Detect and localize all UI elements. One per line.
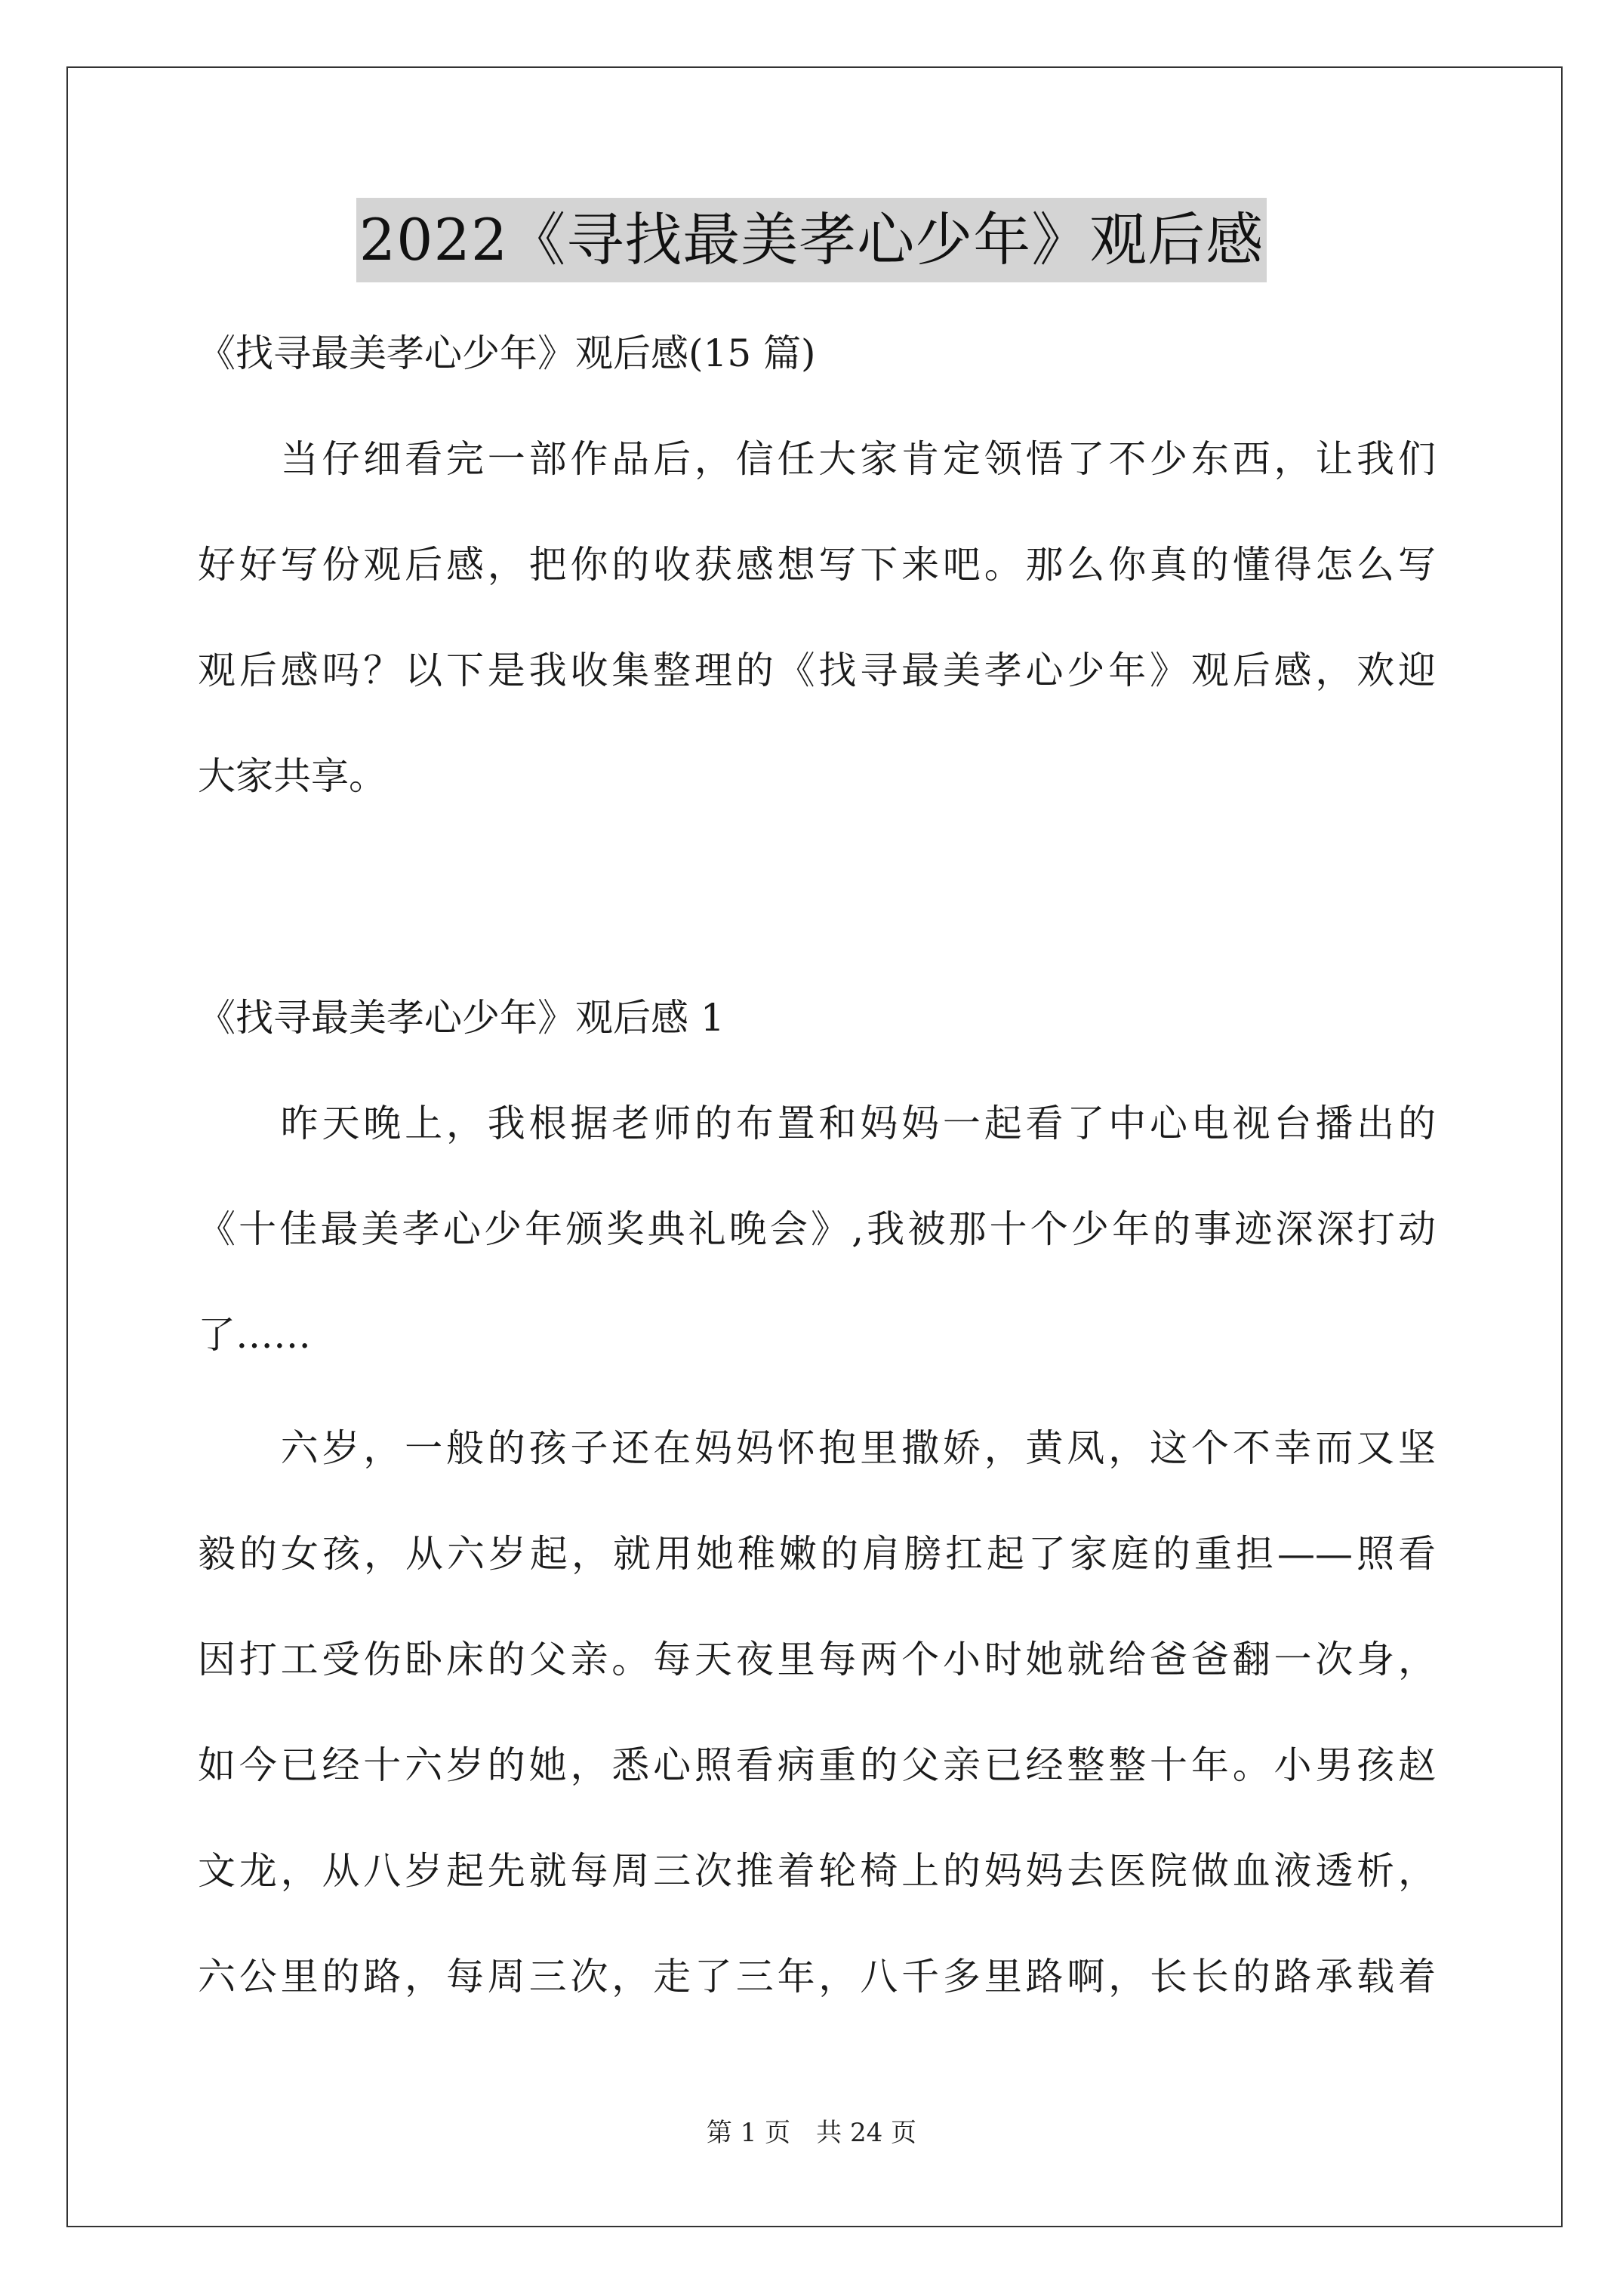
intro-paragraph <box>198 406 1436 829</box>
para1-line-1: 昨天晚上，我根据老师的布置和妈妈一起看了中心电视台播出的 <box>198 1102 1436 1145</box>
para2-line-5: 文龙，从八岁起先就每周三次推着轮椅上的妈妈去医院做血液透析， <box>198 1849 1436 1893</box>
paragraph-2 <box>198 1395 1436 2029</box>
para1-line-3: 了…… <box>198 1313 311 1357</box>
paragraph-1 <box>198 1071 1436 1388</box>
intro-line-2: 好好写份观后感，把你的收获感想写下来吧。那么你真的懂得怎么写 <box>198 543 1436 587</box>
section-heading <box>198 965 1436 1071</box>
document-subtitle <box>198 300 1436 406</box>
intro-line-4: 大家共享。 <box>198 754 387 798</box>
para2-line-2: 毅的女孩，从六岁起，就用她稚嫩的肩膀扛起了家庭的重担——照看 <box>198 1532 1436 1576</box>
document-title: 2022《寻找最美孝心少年》观后感 <box>356 198 1267 282</box>
intro-line-1: 当仔细看完一部作品后，信任大家肯定领悟了不少东西，让我们 <box>198 437 1436 481</box>
para2-line-3: 因打工受伤卧床的父亲。每天夜里每两个小时她就给爸爸翻一次身， <box>198 1638 1436 1681</box>
title-container <box>0 198 1623 282</box>
para2-line-6: 六公里的路，每周三次，走了三年，八千多里路啊，长长的路承载着 <box>198 1955 1436 1999</box>
para2-line-4: 如今已经十六岁的她，悉心照看病重的父亲已经整整十年。小男孩赵 <box>198 1743 1436 1787</box>
subtitle-line: 《找寻最美孝心少年》观后感(15 篇) <box>198 331 816 375</box>
para1-line-2: 《十佳最美孝心少年颁奖典礼晚会》,我被那十个少年的事迹深深打动 <box>198 1207 1436 1251</box>
intro-line-3: 观后感吗？以下是我收集整理的《找寻最美孝心少年》观后感，欢迎 <box>198 649 1436 692</box>
para2-line-1: 六岁，一般的孩子还在妈妈怀抱里撒娇，黄凤，这个不幸而又坚 <box>198 1426 1436 1470</box>
section-heading-line: 《找寻最美孝心少年》观后感 1 <box>198 996 725 1040</box>
page-footer: 第 1 页 共 24 页 <box>706 2118 917 2148</box>
